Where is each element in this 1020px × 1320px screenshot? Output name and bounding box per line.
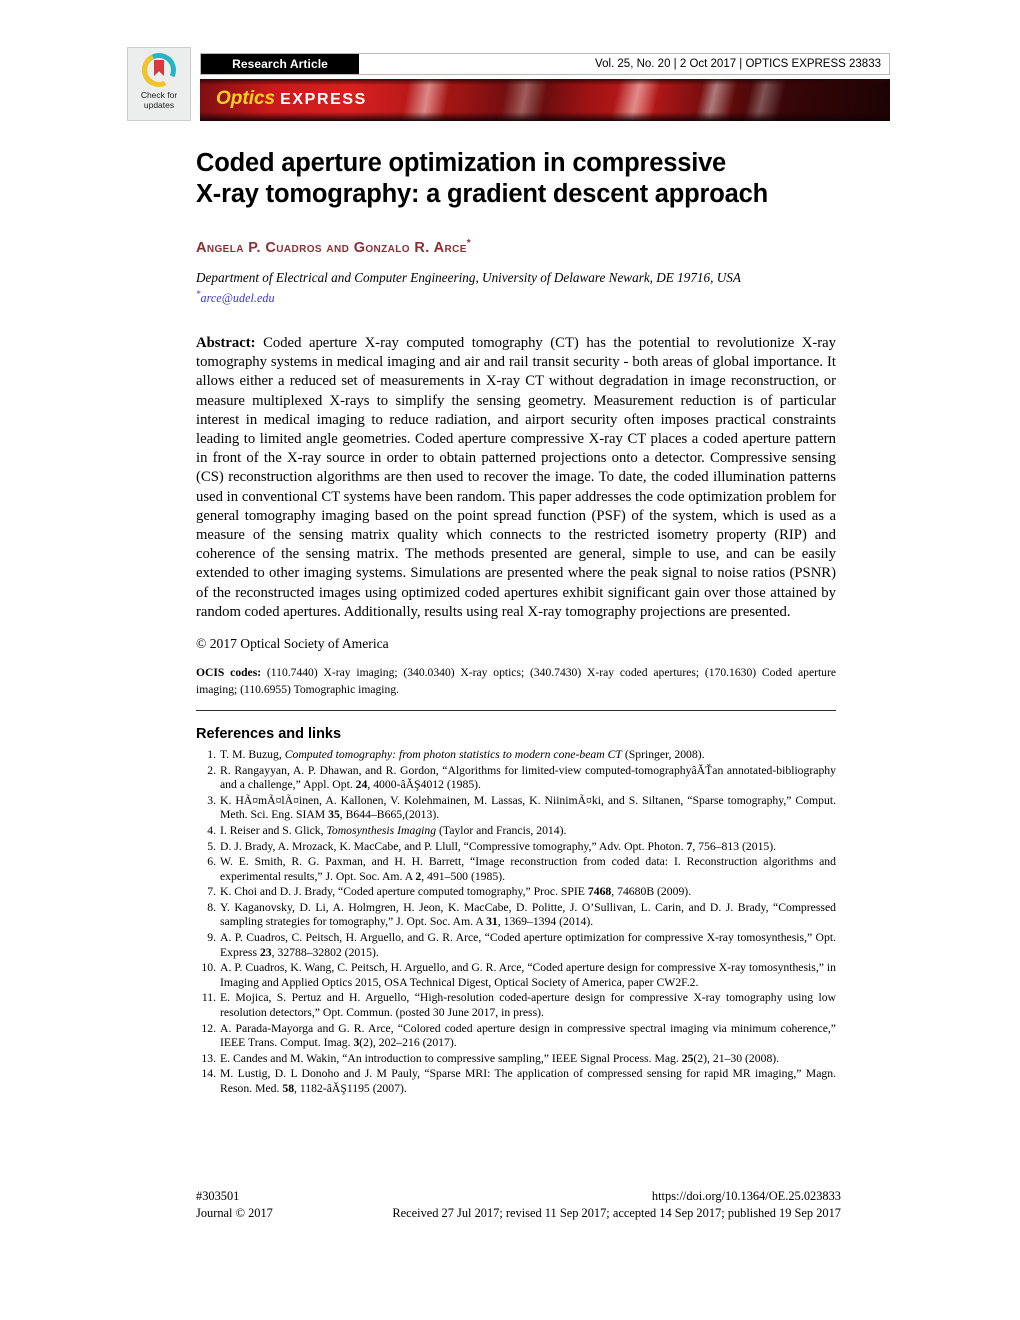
crossmark-label [141,90,177,110]
reference-list [196,748,836,1097]
ocis-codes-text: (110.7440) X-ray imaging; (340.0340) X-ray optics; (340.7430) X-ray coded apertures; (170.1630) Coded aperture imaging; (110.6955) Tomographic imaging. [196,665,836,696]
reference-number: 8. [207,900,216,914]
reference-number: 5. [207,839,216,853]
reference-text: R. Rangayyan, A. P. Dhawan, and R. Gordon, “Algorithms for limited-view computed-tomographyâĂŤan annotated-bibliography and a challenge,” Appl. Opt. 24, 4000-âĂŞ4012 (1985). [220,763,836,792]
reference-number: 13. [201,1051,216,1065]
reference-item [196,931,836,960]
footer-row-top [196,1188,841,1205]
page-footer [196,1188,841,1222]
reference-text: A. Parada-Mayorga and G. R. Arce, “Colored coded aperture design in compressive spectral imaging via minimum coherence,” IEEE Trans. Comput. Imag. 3(2), 202–216 (2017). [220,1021,836,1050]
author-list [196,238,836,256]
reference-item [196,855,836,884]
reference-text: T. M. Buzug, Computed tomography: from photon statistics to modern cone-beam CT (Springer, 2008). [220,747,705,761]
crossmark-label-line2: updates [143,100,175,110]
journal-wordmark-express: EXPRESS [280,91,367,108]
email-footnote-marker: * [196,288,201,299]
doi-link[interactable]: https://doi.org/10.1364/OE.25.023833 [651,1189,841,1203]
article-content [196,148,836,1113]
reference-text: W. E. Smith, R. G. Paxman, and H. H. Barrett, “Image reconstruction from coded data: I. Reconstruction algorithms and experimental results,” J. Opt. Soc. Am. A 2, 491–500 (1985). [220,855,836,883]
reference-number: 9. [207,931,216,945]
paper-title-line-2: X-ray tomography: a gradient descent approach [196,180,768,208]
reference-text: A. P. Cuadros, K. Wang, C. Peitsch, H. Arguello, and G. R. Arce, “Coded aperture design for compressive X-ray tomosynthesis,” in Imaging and Applied Optics 2015, OSA Technical Digest, Optical Society of America, paper CW2F.2. [220,961,836,989]
reference-number: 7. [207,885,216,899]
reference-number: 6. [207,855,216,869]
reference-item [196,961,836,990]
reference-item [196,824,836,839]
reference-number: 14. [201,1067,216,1081]
footer-row-bottom [196,1205,841,1222]
reference-text: K. HÃ¤mÃ¤lÃ¤inen, A. Kallonen, V. Kolehmainen, M. Lassas, K. NiinimÃ¤ki, and S. Siltanen, “Sparse tomography,” Comput. Meth. Sci. Eng. SIAM 35, B644–B665,(2013). [220,793,836,822]
journal-wordmark [216,88,367,110]
issue-citation-text: Vol. 25, No. 20 | 2 Oct 2017 | OPTICS EXPRESS 23833 [359,54,889,74]
reference-item [196,991,836,1020]
crossmark-badge-icon [142,53,176,87]
page-title [196,148,836,210]
crossmark-check-for-updates-badge[interactable] [127,47,191,121]
ocis-codes [196,664,836,698]
reference-item [196,1052,836,1067]
affiliation-text: Department of Electrical and Computer Engineering, University of Delaware Newark, DE 19716, USA [196,269,741,285]
journal-masthead-banner [200,79,890,121]
journal-wordmark-optics: Optics [216,88,276,109]
reference-number: 10. [201,961,216,975]
section-divider [196,710,836,711]
ocis-codes-label: OCIS codes: [196,665,262,679]
reference-text: K. Choi and D. J. Brady, “Coded aperture computed tomography,” Proc. SPIE 7468, 74680B (2009). [220,885,692,899]
reference-item [196,1067,836,1096]
reference-item [196,885,836,900]
author-footnote-marker: * [466,238,472,249]
references-heading: References and links [196,725,342,742]
publication-dates: Received 27 Jul 2017; revised 11 Sep 2017; accepted 14 Sep 2017; published 19 Sep 2017 [392,1206,841,1220]
paper-title-line-1: Coded aperture optimization in compressive [196,149,727,177]
abstract-paragraph [196,334,836,622]
reference-number: 2. [207,763,216,777]
reference-text: A. P. Cuadros, C. Peitsch, H. Arguello, and G. R. Arce, “Coded aperture optimization for compressive X-ray tomosynthesis,” Opt. Express 23, 32788–32802 (2015). [220,931,836,959]
reference-item [196,840,836,855]
email-address[interactable]: arce@udel.edu [200,290,275,305]
reference-number: 12. [201,1021,216,1035]
reference-number: 1. [207,747,216,761]
crossmark-label-line1: Check for [140,90,178,100]
reference-number: 4. [207,823,216,837]
reference-text: E. Mojica, S. Pertuz and H. Arguello, “High-resolution coded-aperture design for compressive X-ray tomography using low resolution detectors,” Opt. Commun. (posted 30 June 2017, in press). [220,991,836,1020]
copyright-notice: © 2017 Optical Society of America [196,635,389,651]
reference-item [196,901,836,930]
reference-text: Y. Kaganovsky, D. Li, A. Holmgren, H. Jeon, K. MacCabe, D. Politte, J. O’Sullivan, L. Carin, and D. J. Brady, “Compressed sampling strategies for tomography,” J. Opt. Soc. Am. A 31, 1369–1394 (2014). [220,900,836,929]
corresponding-email[interactable] [196,286,836,306]
reference-item [196,748,836,763]
reference-number: 3. [207,793,216,807]
abstract-body: Coded aperture X-ray computed tomography (CT) has the potential to revolutionize X-ray tomography systems in medical imaging and air and rail transit security - both areas of global importance. It allows either a reduced set of measurements in X-ray CT without degradation in image reconstruction, or measure multiplexed X-rays to simplify the sensing geometry. Measurement reduction is of particular interest in medical imaging to reduce radiation, and airport security often imposes practical constraints leading to limited angle geometries. Coded aperture compressive X-ray CT places a coded aperture pattern in front of the X-ray source in order to obtain patterned projections onto a detector. Compressive sensing (CS) reconstruction algorithms are then used to recover the image. To date, the coded illumination patterns used in conventional CT systems have been random. This paper addresses the code optimization problem for general tomography imaging based on the point spread function (PSF) of the system, which is used as a measure of the sensing matrix quality which connects to the restricted isometry property (RIP) and coherence of the sensing matrix. The methods presented are general, simple to use, and can be easily extended to other imaging systems. Simulations are presented where the peak signal to noise ratios (PSNR) of the reconstructed images using optimized coded apertures exhibit significant gain over those attained by random coded apertures. Additionally, results using real X-ray tomography projections are presented. [196,334,837,620]
reference-text: D. J. Brady, A. Mrozack, K. MacCabe, and P. Llull, “Compressive tomography,” Adv. Opt. Photon. 7, 756–813 (2015). [220,839,777,853]
reference-text: M. Lustig, D. L Donoho and J. M Pauly, “Sparse MRI: The application of compressed sensing for rapid MR imaging,” Magn. Reson. Med. 58, 1182-âĂŞ1195 (2007). [220,1067,836,1095]
reference-text: E. Candes and M. Wakin, “An introduction to compressive sampling,” IEEE Signal Process. Mag. 25(2), 21–30 (2008). [220,1051,780,1065]
running-head-bar [200,53,890,75]
reference-text: I. Reiser and S. Glick, Tomosynthesis Imaging (Taylor and Francis, 2014). [220,823,567,837]
article-type-tag: Research Article [201,54,359,74]
manuscript-id: #303501 [196,1189,240,1203]
page-header [0,0,1020,140]
journal-copyright: Journal © 2017 [196,1206,273,1220]
reference-item [196,1022,836,1051]
reference-item [196,794,836,823]
reference-number: 11. [201,991,216,1005]
reference-item [196,764,836,793]
author-names: Angela P. Cuadros and Gonzalo R. Arce [196,239,467,256]
abstract-label: Abstract: [196,334,256,351]
